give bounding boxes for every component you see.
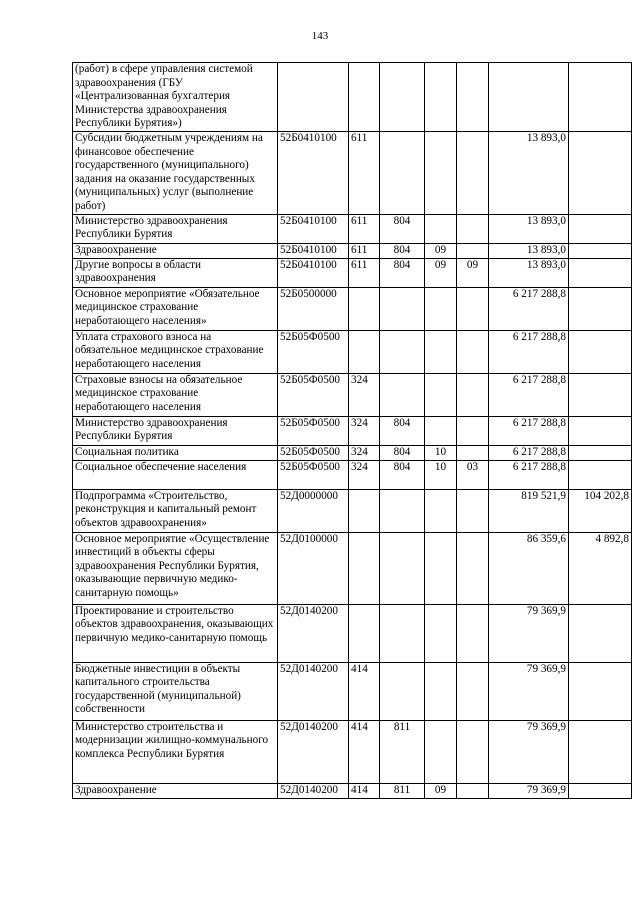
row-amount-1: 6 217 288,8 bbox=[489, 445, 569, 460]
row-amount-2 bbox=[569, 445, 632, 460]
row-expense-type bbox=[349, 532, 380, 604]
row-name: Министерство здравоохранения Республики Бурятия bbox=[73, 416, 278, 445]
row-name: Другие вопросы в области здравоохранения bbox=[73, 258, 278, 287]
row-admin-code: 804 bbox=[380, 243, 425, 258]
row-amount-2 bbox=[569, 604, 632, 662]
row-amount-1: 79 369,9 bbox=[489, 720, 569, 783]
row-expense-type: 324 bbox=[349, 373, 380, 416]
row-name: Министерство строительства и модернизации жилищно-коммунального комплекса Республики Бурятия bbox=[73, 720, 278, 783]
row-code: 52Б05Ф0500 bbox=[278, 460, 349, 489]
row-expense-type: 324 bbox=[349, 416, 380, 445]
row-expense-type bbox=[349, 63, 380, 132]
row-section: 09 bbox=[425, 258, 457, 287]
row-name: Здравоохранение bbox=[73, 783, 278, 798]
row-admin-code bbox=[380, 489, 425, 532]
row-amount-1: 79 369,9 bbox=[489, 604, 569, 662]
row-section bbox=[425, 489, 457, 532]
row-subsection bbox=[457, 131, 489, 214]
row-section: 10 bbox=[425, 460, 457, 489]
row-amount-1: 79 369,9 bbox=[489, 662, 569, 720]
table-row bbox=[73, 532, 632, 604]
row-code: 52Б05Ф0500 bbox=[278, 373, 349, 416]
row-section bbox=[425, 330, 457, 373]
row-section: 09 bbox=[425, 783, 457, 798]
row-expense-type: 414 bbox=[349, 720, 380, 783]
row-admin-code: 811 bbox=[380, 783, 425, 798]
row-section bbox=[425, 63, 457, 132]
row-amount-2 bbox=[569, 460, 632, 489]
row-admin-code: 804 bbox=[380, 258, 425, 287]
row-amount-2 bbox=[569, 720, 632, 783]
row-amount-1: 13 893,0 bbox=[489, 258, 569, 287]
page-number: 143 bbox=[311, 30, 329, 42]
table-body bbox=[73, 63, 632, 799]
table-row bbox=[73, 243, 632, 258]
row-amount-1: 13 893,0 bbox=[489, 214, 569, 243]
row-code: 52Б05Ф0500 bbox=[278, 416, 349, 445]
table-row bbox=[73, 258, 632, 287]
table-row bbox=[73, 604, 632, 662]
row-amount-2: 4 892,8 bbox=[569, 532, 632, 604]
table-row bbox=[73, 416, 632, 445]
row-subsection bbox=[457, 783, 489, 798]
row-admin-code bbox=[380, 287, 425, 330]
row-section bbox=[425, 373, 457, 416]
row-code: 52Б05Ф0500 bbox=[278, 330, 349, 373]
row-amount-2 bbox=[569, 131, 632, 214]
row-amount-2 bbox=[569, 662, 632, 720]
row-amount-1: 6 217 288,8 bbox=[489, 460, 569, 489]
row-amount-2 bbox=[569, 258, 632, 287]
table-row bbox=[73, 214, 632, 243]
row-subsection bbox=[457, 330, 489, 373]
table-row bbox=[73, 373, 632, 416]
row-expense-type bbox=[349, 330, 380, 373]
row-amount-1: 86 359,6 bbox=[489, 532, 569, 604]
table-row bbox=[73, 662, 632, 720]
row-section bbox=[425, 416, 457, 445]
table-row bbox=[73, 720, 632, 783]
row-admin-code: 804 bbox=[380, 214, 425, 243]
table-row bbox=[73, 445, 632, 460]
row-amount-1: 819 521,9 bbox=[489, 489, 569, 532]
row-expense-type: 324 bbox=[349, 460, 380, 489]
row-amount-2 bbox=[569, 287, 632, 330]
row-amount-1: 13 893,0 bbox=[489, 131, 569, 214]
row-admin-code bbox=[380, 63, 425, 132]
row-amount-2: 104 202,8 bbox=[569, 489, 632, 532]
row-admin-code bbox=[380, 662, 425, 720]
row-amount-1 bbox=[489, 63, 569, 132]
row-section bbox=[425, 131, 457, 214]
row-code bbox=[278, 63, 349, 132]
row-admin-code bbox=[380, 330, 425, 373]
row-section bbox=[425, 287, 457, 330]
row-amount-1: 6 217 288,8 bbox=[489, 330, 569, 373]
row-amount-1: 79 369,9 bbox=[489, 783, 569, 798]
row-code: 52Д0100000 bbox=[278, 532, 349, 604]
row-name: Социальная политика bbox=[73, 445, 278, 460]
row-name: Страховые взносы на обязательное медицинское страхование неработающего населения bbox=[73, 373, 278, 416]
row-subsection bbox=[457, 489, 489, 532]
row-expense-type: 324 bbox=[349, 445, 380, 460]
row-expense-type: 414 bbox=[349, 783, 380, 798]
row-subsection bbox=[457, 373, 489, 416]
row-expense-type bbox=[349, 604, 380, 662]
row-admin-code: 804 bbox=[380, 460, 425, 489]
row-code: 52Д0140200 bbox=[278, 662, 349, 720]
row-amount-1: 6 217 288,8 bbox=[489, 373, 569, 416]
row-admin-code: 804 bbox=[380, 416, 425, 445]
row-section: 10 bbox=[425, 445, 457, 460]
row-admin-code bbox=[380, 131, 425, 214]
row-code: 52Б0410100 bbox=[278, 258, 349, 287]
row-subsection bbox=[457, 214, 489, 243]
row-expense-type bbox=[349, 287, 380, 330]
row-subsection bbox=[457, 604, 489, 662]
row-section bbox=[425, 532, 457, 604]
row-name: Подпрограмма «Строительство, реконструкция и капитальный ремонт объектов здравоохранения» bbox=[73, 489, 278, 532]
row-name: Основное мероприятие «Осуществление инвестиций в объекты сферы здравоохранения Республики Бурятия, оказывающие первичную медико-санитарную помощь» bbox=[73, 532, 278, 604]
row-expense-type: 611 bbox=[349, 131, 380, 214]
row-amount-2 bbox=[569, 330, 632, 373]
row-amount-1: 13 893,0 bbox=[489, 243, 569, 258]
table-row bbox=[73, 131, 632, 214]
row-subsection bbox=[457, 287, 489, 330]
row-subsection: 09 bbox=[457, 258, 489, 287]
row-section bbox=[425, 604, 457, 662]
row-subsection bbox=[457, 445, 489, 460]
row-admin-code bbox=[380, 604, 425, 662]
row-amount-1: 6 217 288,8 bbox=[489, 416, 569, 445]
row-admin-code: 804 bbox=[380, 445, 425, 460]
row-name: Социальное обеспечение населения bbox=[73, 460, 278, 489]
row-code: 52Д0140200 bbox=[278, 783, 349, 798]
row-section: 09 bbox=[425, 243, 457, 258]
row-name: Субсидии бюджетным учреждениям на финансовое обеспечение государственного (муниципального) задания на оказание государственных (муниципальных) услуг (выполнение работ) bbox=[73, 131, 278, 214]
table-row bbox=[73, 287, 632, 330]
row-code: 52Д0140200 bbox=[278, 720, 349, 783]
row-subsection bbox=[457, 662, 489, 720]
row-section bbox=[425, 720, 457, 783]
row-amount-2 bbox=[569, 214, 632, 243]
row-name: Здравоохранение bbox=[73, 243, 278, 258]
row-expense-type: 611 bbox=[349, 258, 380, 287]
row-code: 52Б05Ф0500 bbox=[278, 445, 349, 460]
row-section bbox=[425, 214, 457, 243]
row-subsection bbox=[457, 243, 489, 258]
row-admin-code: 811 bbox=[380, 720, 425, 783]
row-expense-type bbox=[349, 489, 380, 532]
row-amount-2 bbox=[569, 63, 632, 132]
row-subsection bbox=[457, 532, 489, 604]
row-name: Министерство здравоохранения Республики Бурятия bbox=[73, 214, 278, 243]
row-section bbox=[425, 662, 457, 720]
table-row bbox=[73, 460, 632, 489]
row-code: 52Б0500000 bbox=[278, 287, 349, 330]
table-row bbox=[73, 489, 632, 532]
row-subsection bbox=[457, 63, 489, 132]
table-row bbox=[73, 783, 632, 798]
row-admin-code bbox=[380, 373, 425, 416]
table-row bbox=[73, 330, 632, 373]
row-amount-2 bbox=[569, 243, 632, 258]
row-amount-2 bbox=[569, 373, 632, 416]
row-expense-type: 414 bbox=[349, 662, 380, 720]
row-code: 52Д0140200 bbox=[278, 604, 349, 662]
row-expense-type: 611 bbox=[349, 243, 380, 258]
row-amount-2 bbox=[569, 416, 632, 445]
row-subsection bbox=[457, 720, 489, 783]
row-amount-2 bbox=[569, 783, 632, 798]
row-subsection: 03 bbox=[457, 460, 489, 489]
row-name: Основное мероприятие «Обязательное медицинское страхование неработающего населения» bbox=[73, 287, 278, 330]
row-code: 52Б0410100 bbox=[278, 243, 349, 258]
row-name: Уплата страхового взноса на обязательное медицинское страхование неработающего населения bbox=[73, 330, 278, 373]
row-code: 52Б0410100 bbox=[278, 131, 349, 214]
row-name: (работ) в сфере управления системой здравоохранения (ГБУ «Централизованная бухгалтерия Министерства здравоохранения Республики Бурятия») bbox=[73, 63, 278, 132]
table-row bbox=[73, 63, 632, 132]
row-name: Бюджетные инвестиции в объекты капитального строительства государственной (муниципальной) собственности bbox=[73, 662, 278, 720]
row-expense-type: 611 bbox=[349, 214, 380, 243]
row-name: Проектирование и строительство объектов здравоохранения, оказывающих первичную медико-санитарную помощь bbox=[73, 604, 278, 662]
row-amount-1: 6 217 288,8 bbox=[489, 287, 569, 330]
budget-table bbox=[72, 62, 632, 799]
row-code: 52Д0000000 bbox=[278, 489, 349, 532]
row-subsection bbox=[457, 416, 489, 445]
row-code: 52Б0410100 bbox=[278, 214, 349, 243]
row-admin-code bbox=[380, 532, 425, 604]
